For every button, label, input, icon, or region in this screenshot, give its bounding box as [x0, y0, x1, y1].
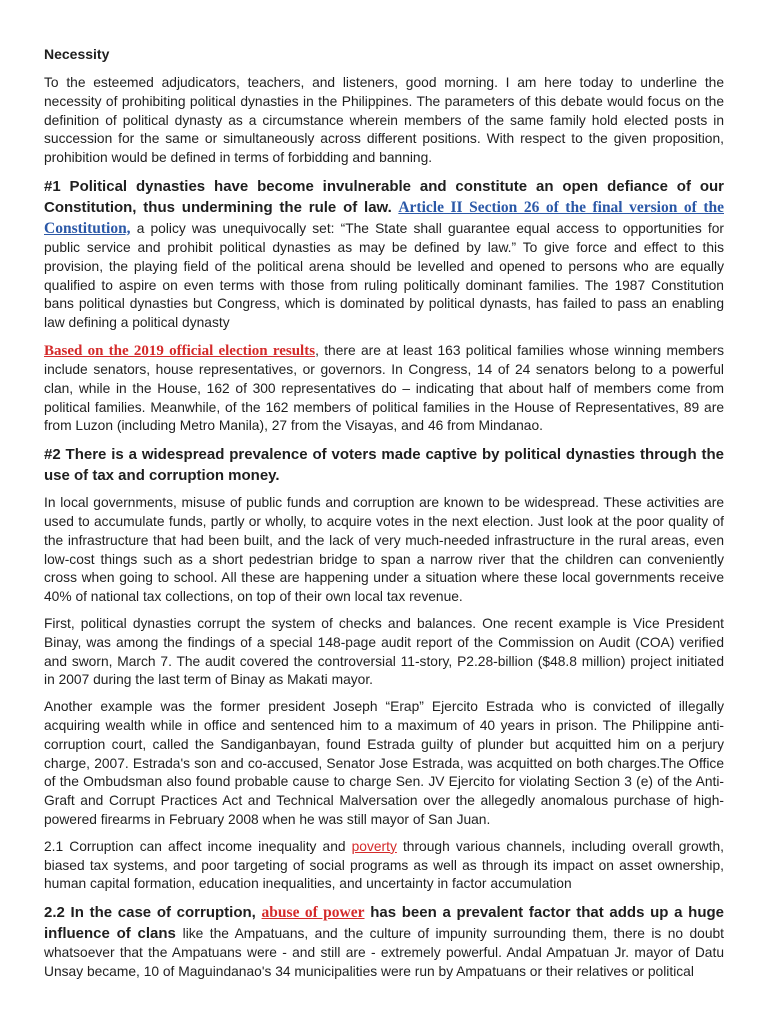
constitution-article-link[interactable]: Article II Section 26 of the final version of the Constitution,	[44, 198, 724, 237]
point-2-1-text-after: through various channels, including overall growth, biased tax systems, and poor targeting of social programs as well as through its impact on asset ownership, human capital formation, education inequalities, and uncertainty in factor accumulation	[44, 838, 724, 892]
point-1-body: a policy was unequivocally set: “The State shall guarantee equal access to opportunities for public service and prohibit political dynasties as may be defined by law.” To give force and effect to this provision, the playing field of the political arena should be levelled and opened to persons who are equally qualified to aspire on even terms with those from ruling politically dominant families. The 1987 Constitution bans political dynasties but Congress, which is dominated by political dynasts, has failed to pass an enabling law defining a political dynasty	[44, 220, 724, 331]
intro-paragraph: To the esteemed adjudicators, teachers, and listeners, good morning. I am here today to underline the necessity of prohibiting political dynasties in the Philippines. The parameters of this debate would focus on the definition of political dynasty as a circumstance wherein members of the same family hold elected posts in succession for the same or simultaneously across different positions. With respect to the given proposition, prohibition would be defined in terms of forbidding and banning.	[44, 75, 724, 166]
point-2-2-body: like the Ampatuans, and the culture of impunity surrounding them, there is no doubt whatsoever that the Ampatuans were - and still are - extremely powerful. Andal Ampatuan Jr. mayor of Datu Unsay became, 10 of Maguindanao's 34 municipalities were run by Ampatuans or their relatives or political	[44, 926, 724, 979]
point-2-2-heading-before: 2.2 In the case of corruption,	[44, 904, 256, 922]
checks-and-balances-paragraph: First, political dynasties corrupt the system of checks and balances. One recent example is Vice President Binay, was among the findings of a special 148-page audit report of the Commission on Audit (COA) verified and sworn, March 7. The audit covered the controversial 11-story, P2.28-billion ($48.8 million) project initiated in 2007 during the last term of Binay as Makati mayor.	[44, 615, 724, 688]
point-2-2-paragraph	[44, 902, 724, 982]
point-1-paragraph	[44, 176, 724, 333]
point-2-paragraph	[44, 444, 724, 486]
election-results-link[interactable]: Based on the 2019 official election results	[44, 342, 316, 359]
point-2-1-paragraph	[44, 838, 724, 894]
point-2-1-text-before: 2.1 Corruption can affect income inequality and	[44, 838, 346, 854]
abuse-of-power-link[interactable]: abuse of power	[261, 904, 365, 922]
local-governments-paragraph: In local governments, misuse of public funds and corruption are known to be widespread. These activities are used to accumulate funds, partly or wholly, to acquire votes in the next election. Just look at the poor quality of the infrastructure that had been built, and the lack of very much-needed infrastructure in the rural areas, even low-cost things such as a short pedestrian bridge to span a narrow river that the children can conveniently cross when going to school. All these are happening under a situation where these local governments receive 40% of national tax collections, on top of their own local tax revenue.	[44, 495, 724, 605]
point-2-2-heading-after: has been a prevalent factor that adds up a huge influence of clans	[44, 904, 725, 943]
election-results-body: , there are at least 163 political families whose winning members include senators, house representatives, or governors. In Congress, 14 of 24 senators belong to a powerful clan, while in the House, 162 of 300 representatives do – indicating that about half of members come from political families. Meanwhile, of the 162 members of political families in the House of Representatives, 89 are from Luzon (including Metro Manila), 27 from the Visayas, and 46 from Mindanao.	[44, 342, 724, 434]
poverty-link[interactable]: poverty	[351, 838, 397, 854]
document-title: Necessity	[44, 46, 110, 62]
point-1-heading: #1 Political dynasties have become invulnerable and constitute an open defiance of our Constitution, thus undermining the rule of law.	[44, 177, 724, 216]
estrada-example-paragraph: Another example was the former president Joseph “Erap” Ejercito Estrada who is convicted of illegally acquiring wealth while in office and sentenced him to a maximum of 40 years in prison. The Philippine anti-corruption court, called the Sandiganbayan, found Estrada guilty of plunder but acquitted him on a perjury charge, 2007. Estrada's son and co-accused, Senator Jose Estrada, was acquitted on both charges.The Office of the Ombudsman also found probable cause to charge Sen. JV Ejercito for violating Section 3 (e) of the Anti-Graft and Corrupt Practices Act and Technical Malversation over the allegedly anomalous purchase of high-powered firearms in February 2008 when he was still mayor of San Juan.	[44, 699, 724, 827]
point-2-heading: #2 There is a widespread prevalence of voters made captive by political dynasties through the use of tax and corruption money.	[44, 446, 724, 485]
election-results-paragraph	[44, 341, 724, 436]
